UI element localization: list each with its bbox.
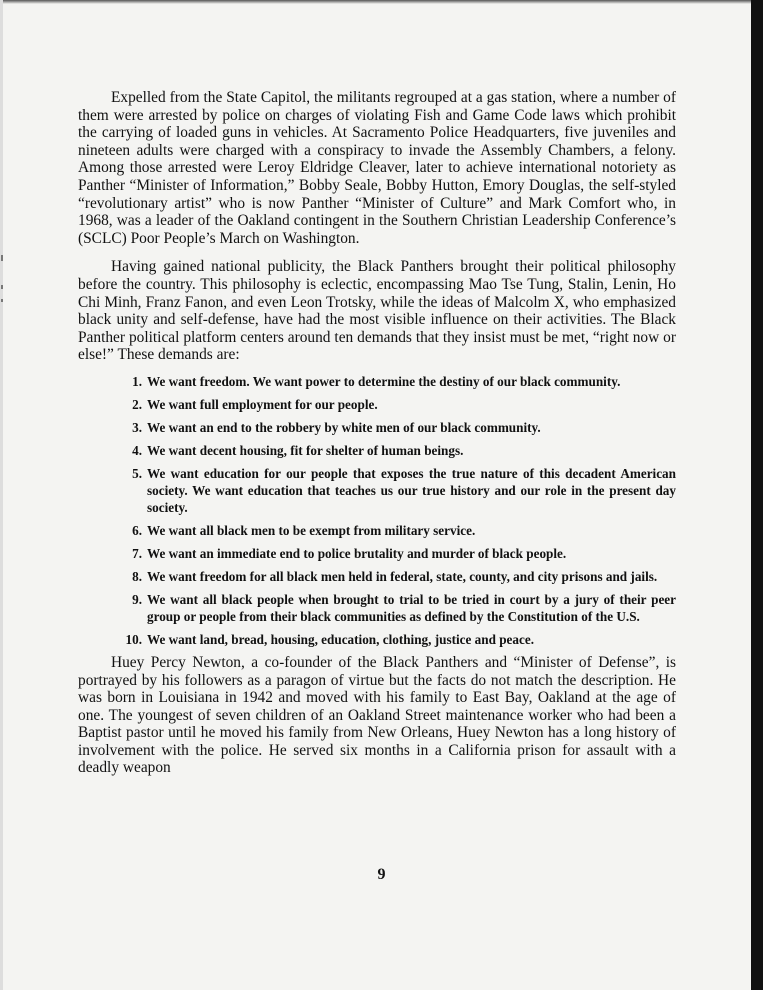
- demand-text: We want all black men to be exempt from military service.: [147, 522, 476, 538]
- demand-text: We want an immediate end to police brutality and murder of black people.: [147, 545, 567, 561]
- list-item: [78, 373, 676, 390]
- demand-text: We want an end to the robbery by white men of our black community.: [147, 419, 541, 435]
- list-item: [78, 442, 676, 459]
- list-item: [78, 545, 676, 562]
- demand-number: 9.: [132, 591, 142, 607]
- demand-text: We want full employment for our people.: [147, 396, 378, 412]
- page-number: 9: [377, 866, 386, 883]
- list-item: [78, 522, 676, 539]
- list-item: [78, 631, 676, 648]
- demand-text: We want education for our people that exposes the true nature of this decadent American society. We want education that teaches us our true history and our role in the present day society.: [147, 465, 676, 515]
- demand-number: 1.: [132, 373, 142, 389]
- page-top-edge: [0, 0, 751, 4]
- demand-text: We want decent housing, fit for shelter of human beings.: [147, 442, 464, 458]
- margin-specks: [1, 255, 4, 315]
- list-item: [78, 568, 676, 585]
- demand-text: We want freedom. We want power to determine the destiny of our black community.: [147, 373, 621, 389]
- document-body: [78, 89, 676, 777]
- demands-list: [78, 373, 676, 648]
- demand-number: 10.: [125, 631, 142, 647]
- page-left-edge: [0, 0, 3, 990]
- list-item: [78, 465, 676, 516]
- demand-number: 7.: [132, 545, 142, 561]
- paragraph-huey-newton: Huey Percy Newton, a co-founder of the Black Panthers and “Minister of Defense”, is portrayed by his followers as a paragon of virtue but the facts do not match the description. He was born in Louisiana in 1942 and moved with his family to East Bay, Oakland at the age of one. The youngest of seven children of an Oakland Street maintenance worker who had been a Baptist pastor until he moved his family from New Orleans, Huey Newton has a long history of involvement with the police. He served six months in a California prison for assault with a deadly weapon: [78, 653, 676, 777]
- demand-text: We want all black people when brought to trial to be tried in court by a jury of their peer group or people from their black communities as defined by the Constitution of the U.S.: [147, 591, 676, 624]
- demand-number: 3.: [132, 419, 142, 435]
- demand-text: We want freedom for all black men held in federal, state, county, and city prisons and jails.: [147, 568, 658, 584]
- demand-text: We want land, bread, housing, education, clothing, justice and peace.: [147, 631, 535, 647]
- demand-number: 4.: [132, 442, 142, 458]
- list-item: [78, 396, 676, 413]
- list-item: [78, 591, 676, 625]
- demand-number: 6.: [132, 522, 142, 538]
- paragraph-panther-philosophy: Having gained national publicity, the Black Panthers brought their political philosophy before the country. This philosophy is eclectic, encompassing Mao Tse Tung, Stalin, Lenin, Ho Chi Minh, Franz Fanon, and even Leon Trotsky, while the ideas of Malcolm X, who emphasized black unity and self-defense, have had the most visible influence on their activities. The Black Panther political platform centers around ten demands that they insist must be met, “right now or else!” These demands are:: [78, 258, 676, 364]
- demand-number: 8.: [132, 568, 142, 584]
- paragraph-capitol-arrests: Expelled from the State Capitol, the militants regrouped at a gas station, where a number of them were arrested by police on charges of violating Fish and Game Code laws which prohibit the carrying of loaded guns in vehicles. At Sacramento Police Headquarters, five juveniles and nineteen adults were charged with a conspiracy to invade the Assembly Chambers, a felony. Among those arrested were Leroy Eldridge Cleaver, later to achieve international notoriety as Panther “Minister of Information,” Bobby Seale, Bobby Hutton, Emory Douglas, the self-styled “revolutionary artist” who is now Panther “Minister of Culture” and Mark Comfort who, in 1968, was a leader of the Oakland contingent in the Southern Christian Leadership Conference’s (SCLC) Poor People’s March on Washington.: [78, 89, 676, 247]
- demand-number: 2.: [132, 396, 142, 412]
- page-right-edge: [751, 0, 763, 990]
- list-item: [78, 419, 676, 436]
- demand-number: 5.: [132, 465, 142, 481]
